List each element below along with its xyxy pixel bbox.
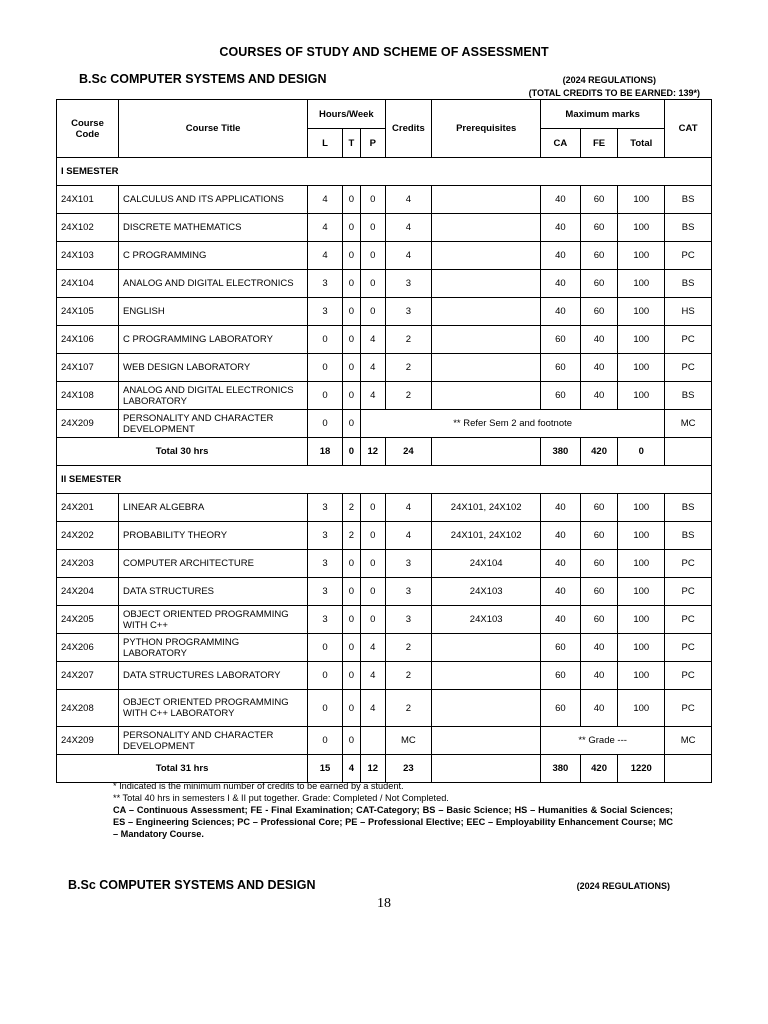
total-fe: 420 [580, 438, 618, 466]
course-title: COMPUTER ARCHITECTURE [119, 550, 308, 578]
marks-fe: 60 [580, 606, 618, 634]
total-marks: 0 [618, 438, 665, 466]
course-title: PERSONALITY AND CHARACTER DEVELOPMENT [119, 410, 308, 438]
hours-t: 0 [342, 410, 360, 438]
hours-t: 0 [342, 606, 360, 634]
prerequisites [432, 634, 541, 662]
credits: 2 [385, 382, 432, 410]
credits: 2 [385, 634, 432, 662]
prerequisites [432, 727, 541, 755]
prerequisites [432, 382, 541, 410]
footnotes [113, 780, 673, 840]
hours-p [361, 727, 385, 755]
hours-p: 4 [361, 326, 385, 354]
page-number: 18 [377, 896, 391, 911]
credits: 2 [385, 690, 432, 727]
course-title: PERSONALITY AND CHARACTER DEVELOPMENT [119, 727, 308, 755]
marks-total: 100 [618, 522, 665, 550]
category: BS [665, 494, 712, 522]
col-t: T [342, 129, 360, 158]
credits: 4 [385, 494, 432, 522]
total-credits: 23 [385, 755, 432, 783]
total-l: 15 [308, 755, 343, 783]
category: PC [665, 354, 712, 382]
category: PC [665, 662, 712, 690]
total-cat [665, 438, 712, 466]
prerequisites: 24X101, 24X102 [432, 522, 541, 550]
scheme-body [57, 158, 712, 783]
category: PC [665, 690, 712, 727]
hours-t: 0 [342, 186, 360, 214]
total-fe: 420 [580, 755, 618, 783]
page-title: COURSES OF STUDY AND SCHEME OF ASSESSMENT [219, 45, 549, 59]
total-label: Total 31 hrs [57, 755, 308, 783]
course-title: ANALOG AND DIGITAL ELECTRONICS LABORATORY [119, 382, 308, 410]
category: BS [665, 270, 712, 298]
marks-total: 100 [618, 662, 665, 690]
total-l: 18 [308, 438, 343, 466]
table-row [57, 382, 712, 410]
grade-note: ** Grade --- [541, 727, 665, 755]
marks-fe: 60 [580, 522, 618, 550]
table-row [57, 410, 712, 438]
prerequisites: 24X101, 24X102 [432, 494, 541, 522]
scheme-table [56, 99, 712, 783]
hours-t: 0 [342, 270, 360, 298]
category: PC [665, 550, 712, 578]
hours-p: 0 [361, 186, 385, 214]
total-p: 12 [361, 755, 385, 783]
marks-total: 100 [618, 214, 665, 242]
hours-t: 0 [342, 214, 360, 242]
marks-ca: 40 [541, 270, 581, 298]
marks-fe: 40 [580, 662, 618, 690]
credits: 4 [385, 186, 432, 214]
course-code: 24X209 [57, 410, 119, 438]
prerequisites [432, 214, 541, 242]
regulations-label: (2024 REGULATIONS) [562, 75, 656, 85]
course-title: PROBABILITY THEORY [119, 522, 308, 550]
hours-t: 0 [342, 298, 360, 326]
marks-total: 100 [618, 606, 665, 634]
course-title: WEB DESIGN LABORATORY [119, 354, 308, 382]
table-row [57, 354, 712, 382]
hours-p: 0 [361, 270, 385, 298]
marks-total: 100 [618, 326, 665, 354]
marks-ca: 60 [541, 326, 581, 354]
course-code: 24X105 [57, 298, 119, 326]
footer-regulations: (2024 REGULATIONS) [576, 881, 670, 891]
course-code: 24X208 [57, 690, 119, 727]
course-code: 24X107 [57, 354, 119, 382]
category: BS [665, 214, 712, 242]
course-title: OBJECT ORIENTED PROGRAMMING WITH C++ LABORATORY [119, 690, 308, 727]
hours-l: 0 [308, 354, 343, 382]
marks-ca: 60 [541, 382, 581, 410]
table-row [57, 727, 712, 755]
table-row [57, 690, 712, 727]
hours-l: 0 [308, 690, 343, 727]
credits: MC [385, 727, 432, 755]
credits: 2 [385, 662, 432, 690]
marks-fe: 60 [580, 578, 618, 606]
total-prerequisites [432, 438, 541, 466]
marks-fe: 60 [580, 270, 618, 298]
course-code: 24X207 [57, 662, 119, 690]
marks-fe: 60 [580, 298, 618, 326]
hours-l: 3 [308, 606, 343, 634]
course-title: CALCULUS AND ITS APPLICATIONS [119, 186, 308, 214]
credits: 2 [385, 354, 432, 382]
hours-l: 3 [308, 270, 343, 298]
marks-ca: 60 [541, 354, 581, 382]
total-t: 4 [342, 755, 360, 783]
prerequisites [432, 242, 541, 270]
footnote-double-star: ** Total 40 hrs in semesters I & II put together. Grade: Completed / Not Completed. [113, 793, 449, 803]
hours-t: 0 [342, 382, 360, 410]
marks-fe: 60 [580, 214, 618, 242]
course-code: 24X204 [57, 578, 119, 606]
hours-t: 2 [342, 494, 360, 522]
hours-l: 3 [308, 578, 343, 606]
footnote-legend: CA – Continuous Assessment; FE - Final Examination; CAT-Category; BS – Basic Science; HS – Humanities & Social Sciences; ES – Engineering Sciences; PC – Professional Core; PE – Professional Elective; EEC – Employability Enhancement Course; MC – Mandatory Course. [113, 805, 673, 839]
hours-p: 4 [361, 690, 385, 727]
marks-ca: 40 [541, 550, 581, 578]
hours-l: 4 [308, 242, 343, 270]
category: PC [665, 242, 712, 270]
credits: 4 [385, 214, 432, 242]
total-ca: 380 [541, 755, 581, 783]
credits: 3 [385, 270, 432, 298]
hours-t: 0 [342, 550, 360, 578]
col-ca: CA [541, 129, 581, 158]
hours-t: 0 [342, 326, 360, 354]
hours-l: 4 [308, 214, 343, 242]
semester-header [57, 466, 712, 494]
credits: 4 [385, 242, 432, 270]
total-label: Total 30 hrs [57, 438, 308, 466]
course-code: 24X205 [57, 606, 119, 634]
credits: 3 [385, 606, 432, 634]
marks-ca: 40 [541, 578, 581, 606]
marks-fe: 60 [580, 186, 618, 214]
marks-ca: 40 [541, 298, 581, 326]
marks-ca: 40 [541, 186, 581, 214]
table-row [57, 662, 712, 690]
footnote-star: * Indicated is the minimum number of credits to be earned by a student. [113, 781, 404, 791]
category: MC [665, 410, 712, 438]
hours-t: 0 [342, 634, 360, 662]
col-hours-week: Hours/Week [308, 100, 385, 129]
col-credits: Credits [385, 100, 432, 158]
category: BS [665, 522, 712, 550]
hours-t: 0 [342, 354, 360, 382]
marks-total: 100 [618, 382, 665, 410]
table-row [57, 326, 712, 354]
table-row [57, 242, 712, 270]
hours-p: 0 [361, 298, 385, 326]
course-code: 24X202 [57, 522, 119, 550]
marks-total: 100 [618, 634, 665, 662]
credits: 3 [385, 298, 432, 326]
hours-l: 0 [308, 382, 343, 410]
col-p: P [361, 129, 385, 158]
hours-p: 4 [361, 634, 385, 662]
col-course-title: Course Title [119, 100, 308, 158]
hours-p: 0 [361, 550, 385, 578]
marks-total: 100 [618, 578, 665, 606]
refer-note: ** Refer Sem 2 and footnote [361, 410, 665, 438]
table-row [57, 186, 712, 214]
credits: 4 [385, 522, 432, 550]
course-title: OBJECT ORIENTED PROGRAMMING WITH C++ [119, 606, 308, 634]
course-title: ANALOG AND DIGITAL ELECTRONICS [119, 270, 308, 298]
prerequisites [432, 662, 541, 690]
course-code: 24X203 [57, 550, 119, 578]
marks-ca: 60 [541, 634, 581, 662]
marks-fe: 40 [580, 634, 618, 662]
table-row [57, 606, 712, 634]
hours-p: 0 [361, 606, 385, 634]
marks-total: 100 [618, 494, 665, 522]
total-marks: 1220 [618, 755, 665, 783]
marks-fe: 40 [580, 354, 618, 382]
marks-total: 100 [618, 270, 665, 298]
marks-total: 100 [618, 354, 665, 382]
course-code: 24X201 [57, 494, 119, 522]
category: PC [665, 634, 712, 662]
category: BS [665, 382, 712, 410]
marks-total: 100 [618, 242, 665, 270]
credits: 3 [385, 550, 432, 578]
prerequisites [432, 298, 541, 326]
total-row [57, 755, 712, 783]
total-credits: 24 [385, 438, 432, 466]
hours-t: 0 [342, 690, 360, 727]
course-title: DATA STRUCTURES LABORATORY [119, 662, 308, 690]
category: MC [665, 727, 712, 755]
total-ca: 380 [541, 438, 581, 466]
category: HS [665, 298, 712, 326]
hours-p: 0 [361, 214, 385, 242]
course-title: PYTHON PROGRAMMING LABORATORY [119, 634, 308, 662]
col-l: L [308, 129, 343, 158]
table-row [57, 214, 712, 242]
marks-fe: 40 [580, 690, 618, 727]
marks-fe: 40 [580, 382, 618, 410]
marks-fe: 60 [580, 242, 618, 270]
hours-l: 0 [308, 326, 343, 354]
course-title: C PROGRAMMING [119, 242, 308, 270]
hours-p: 0 [361, 494, 385, 522]
table-row [57, 550, 712, 578]
course-title: LINEAR ALGEBRA [119, 494, 308, 522]
semester-label: II SEMESTER [57, 466, 712, 494]
program-name: B.Sc COMPUTER SYSTEMS AND DESIGN [79, 72, 327, 86]
table-row [57, 578, 712, 606]
marks-fe: 60 [580, 550, 618, 578]
total-t: 0 [342, 438, 360, 466]
total-cat [665, 755, 712, 783]
course-title: DISCRETE MATHEMATICS [119, 214, 308, 242]
prerequisites [432, 354, 541, 382]
course-code: 24X108 [57, 382, 119, 410]
col-total: Total [618, 129, 665, 158]
semester-label: I SEMESTER [57, 158, 712, 186]
table-row [57, 298, 712, 326]
marks-ca: 60 [541, 690, 581, 727]
prerequisites: 24X104 [432, 550, 541, 578]
hours-t: 2 [342, 522, 360, 550]
semester-header [57, 158, 712, 186]
course-code: 24X209 [57, 727, 119, 755]
prerequisites [432, 270, 541, 298]
marks-ca: 40 [541, 522, 581, 550]
hours-t: 0 [342, 727, 360, 755]
prerequisites [432, 690, 541, 727]
course-code: 24X104 [57, 270, 119, 298]
footer-program-name: B.Sc COMPUTER SYSTEMS AND DESIGN [68, 878, 316, 892]
credits: 2 [385, 326, 432, 354]
marks-fe: 40 [580, 326, 618, 354]
hours-l: 3 [308, 522, 343, 550]
table-row [57, 522, 712, 550]
course-code: 24X103 [57, 242, 119, 270]
hours-l: 0 [308, 410, 343, 438]
hours-t: 0 [342, 578, 360, 606]
marks-ca: 40 [541, 214, 581, 242]
course-code: 24X102 [57, 214, 119, 242]
table-row [57, 270, 712, 298]
hours-l: 0 [308, 662, 343, 690]
col-prerequisites: Prerequisites [432, 100, 541, 158]
hours-p: 4 [361, 382, 385, 410]
marks-total: 100 [618, 690, 665, 727]
total-prerequisites [432, 755, 541, 783]
hours-p: 0 [361, 522, 385, 550]
hours-l: 3 [308, 494, 343, 522]
marks-ca: 60 [541, 662, 581, 690]
course-code: 24X101 [57, 186, 119, 214]
credits: 3 [385, 578, 432, 606]
hours-l: 4 [308, 186, 343, 214]
hours-l: 0 [308, 727, 343, 755]
prerequisites: 24X103 [432, 606, 541, 634]
col-course-code: Course Code [57, 100, 119, 158]
marks-total: 100 [618, 186, 665, 214]
hours-l: 3 [308, 298, 343, 326]
marks-total: 100 [618, 298, 665, 326]
course-title: ENGLISH [119, 298, 308, 326]
marks-total: 100 [618, 550, 665, 578]
category: PC [665, 606, 712, 634]
hours-p: 4 [361, 354, 385, 382]
col-fe: FE [580, 129, 618, 158]
total-p: 12 [361, 438, 385, 466]
hours-p: 0 [361, 242, 385, 270]
course-code: 24X206 [57, 634, 119, 662]
col-cat: CAT [665, 100, 712, 158]
category: BS [665, 186, 712, 214]
hours-l: 0 [308, 634, 343, 662]
hours-t: 0 [342, 662, 360, 690]
table-row [57, 494, 712, 522]
hours-l: 3 [308, 550, 343, 578]
hours-t: 0 [342, 242, 360, 270]
marks-ca: 40 [541, 242, 581, 270]
course-code: 24X106 [57, 326, 119, 354]
prerequisites [432, 326, 541, 354]
hours-p: 4 [361, 662, 385, 690]
total-credits-note: (TOTAL CREDITS TO BE EARNED: 139*) [528, 88, 700, 98]
marks-ca: 40 [541, 494, 581, 522]
prerequisites [432, 186, 541, 214]
hours-p: 0 [361, 578, 385, 606]
marks-ca: 40 [541, 606, 581, 634]
course-title: DATA STRUCTURES [119, 578, 308, 606]
category: PC [665, 578, 712, 606]
category: PC [665, 326, 712, 354]
table-row [57, 634, 712, 662]
course-title: C PROGRAMMING LABORATORY [119, 326, 308, 354]
prerequisites: 24X103 [432, 578, 541, 606]
marks-fe: 60 [580, 494, 618, 522]
total-row [57, 438, 712, 466]
col-max-marks: Maximum marks [541, 100, 665, 129]
